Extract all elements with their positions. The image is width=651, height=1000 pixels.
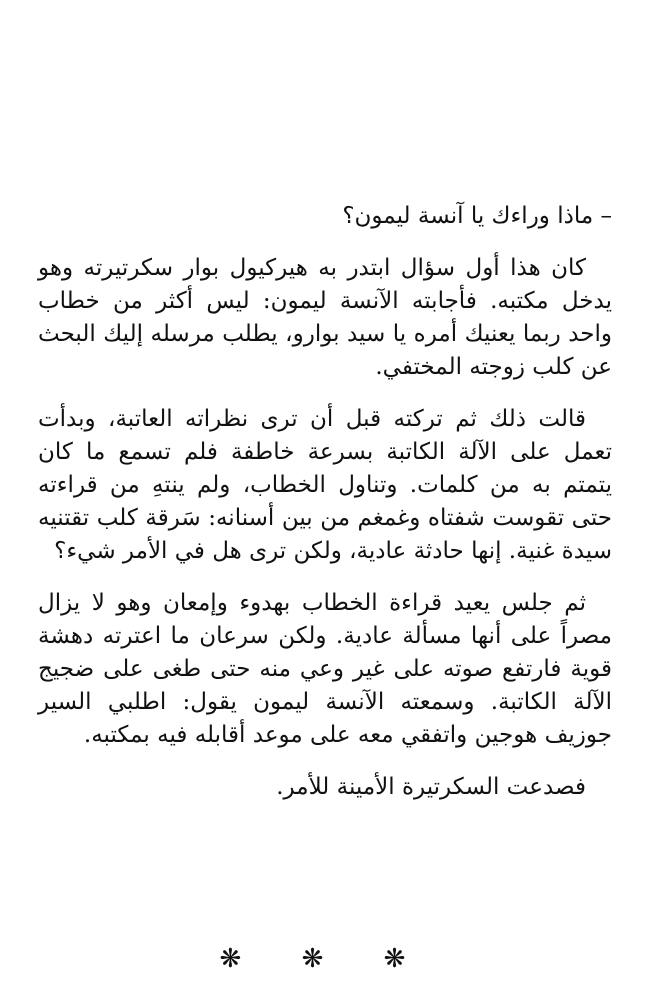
paragraph: ثم جلس يعيد قراءة الخطاب بهدوء وإمعان وهو لا يزال مصراً على أنها مسألة عادية. ولكن سرعان ما اعترته دهشة قوية فارتفع صوته على غير وعي منه حتى طغى على ضجيج الآلة الكاتبة. وسمعته الآنسة ليمون يقول: اطلبي السير جوزيف هوجين واتفقي معه على موعد أقابله فيه بمكتبه. bbox=[38, 590, 612, 748]
paragraph-closing: فصدعت السكرتيرة الأمينة للأمر. bbox=[276, 774, 586, 800]
book-page bbox=[38, 200, 612, 804]
paragraph-dialogue: – ماذا وراءك يا آنسة ليمون؟ bbox=[342, 203, 612, 229]
asterism-ornament: ❋ ❋ ❋ bbox=[219, 944, 432, 974]
section-divider bbox=[0, 944, 651, 974]
paragraph: كان هذا أول سؤال ابتدر به هيركيول بوار سكرتيرته وهو يدخل مكتبه. فأجابته الآنسة ليمون: ليس أكثر من خطاب واحد ربما يعنيك أمره يا سيد بوارو، يطلب مرسله إليك البحث عن كلب زوجته المختفي. bbox=[38, 255, 612, 380]
paragraph: قالت ذلك ثم تركته قبل أن ترى نظراته العاتبة، وبدأت تعمل على الآلة الكاتبة بسرعة خاطفة فلم تسمع ما كان يتمتم به من كلمات. وتناول الخطاب، ولم ينتهِ من قراءته حتى تقوست شفتاه وغمغم من بين أسنانه: سَرقة كلب تقتنيه سيدة غنية. إنها حادثة عادية، ولكن ترى هل في الأمر شيء؟ bbox=[38, 406, 612, 564]
